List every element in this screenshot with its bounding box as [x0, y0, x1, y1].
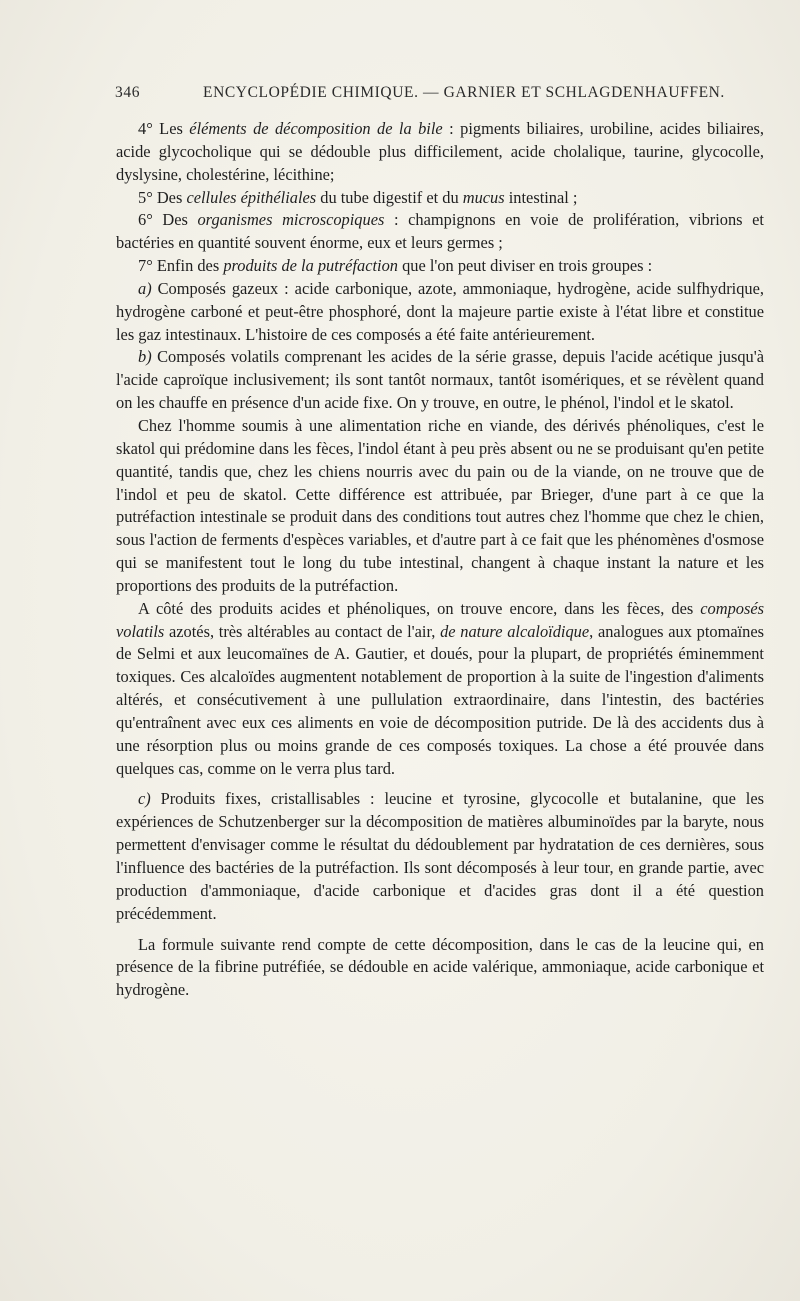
italic-term: cellules épithéliales — [186, 187, 317, 207]
italic-term: organismes microscopiques — [197, 210, 385, 230]
italic-term: produits de la putréfaction — [223, 256, 398, 276]
running-title: ENCYCLOPÉDIE CHIMIQUE. — GARNIER ET SCHLAGDENHAUFFEN. — [203, 84, 725, 101]
paragraph-putrefaction-products: 7° Enfin des produits de la putréfaction que l'on peut diviser en trois groupes : — [138, 256, 653, 276]
page-number: 346 — [115, 84, 141, 101]
paragraph-fixed-products: c) Produits fixes, cristallisables : leucine et tyrosine, glycocolle et butalanine, que les expériences de Schutzenberger sur la décomposition de matières albuminoïdes par la baryte, nous permettent d'envisager comme le résultat du dédoublement par hydratation de ces dernières, sous l'influence des bactéries de la putréfaction. Ils sont décomposés à leur tour, en grande partie, avec production d'ammoniaque, d'acide carbonique et d'acides gras dont il a été question précédemment. — [116, 789, 764, 923]
paragraph-epithelial-cells: 5° Des cellules épithéliales du tube digestif et du mucus intestinal ; — [138, 187, 578, 207]
paragraph-leucine-formula: La formule suivante rend compte de cette décomposition, dans le cas de la leucine qui, en présence de la fibrine putréfiée, se dédouble en acide valérique, ammoniaque, acide carbonique et hydrogène. — [116, 934, 764, 1000]
italic-term: éléments de décomposition de la bile — [189, 119, 443, 138]
paragraph-volatile-compounds: b) Composés volatils comprenant les acides de la série grasse, depuis l'acide acétique jusqu'à l'acide caproïque inclusivement; ils sont tantôt normaux, tantôt isomériques, et se révèlent quand on les chauffe en présence d'un acide fixe. On y trouve, en outre, le phénol, l'indol et le skatol. — [116, 347, 764, 413]
page-header — [115, 84, 775, 108]
italic-term: mucus — [462, 187, 505, 207]
list-marker: a) — [138, 278, 158, 298]
italic-term: composés volatils — [116, 598, 764, 641]
paragraph-alkaloids: A côté des produits acides et phénoliques, on trouve encore, dans les fèces, des composés volatils azotés, très altérables au contact de l'air, de nature alcaloïdique, analogues aux ptomaïnes de Selmi et aux leucomaïnes de A. Gautier, et doués, pour la plupart, de propriétés éminemment toxiques. Ces alcaloïdes augmentent notablement de proportion à la suite de l'ingestion d'aliments altérés, et consécutivement à une pullulation extraordinaire, dans l'intestin, des bactéries qu'entraînent avec eux ces aliments en voie de décomposition putride. De là des accidents dus à une résorption plus ou moins grande de ces composés toxiques. La chose a été prouvée dans quelques cas, comme on le verra plus tard. — [116, 598, 764, 778]
paragraph-gaseous-compounds: a) Composés gazeux : acide carbonique, azote, ammoniaque, hydrogène, acide sulfhydrique, hydrogène carboné et peut-être phosphoré, dont la majeure partie existe à l'état libre et constitue les gaz intestinaux. L'histoire de ces composés a été faite antérieurement. — [116, 278, 764, 344]
paragraph-microorganisms: 6° Des organismes microscopiques : champignons en voie de prolifération, vibrions et bactéries en quantité souvent énorme, eux et leurs germes ; — [116, 210, 764, 253]
body-text — [116, 118, 764, 1002]
paragraph-skatol-indol: Chez l'homme soumis à une alimentation riche en viande, des dérivés phénoliques, c'est le skatol qui prédomine dans les fèces, l'indol étant à peu près absent ou ne se produisant qu'en petite quantité, tandis que, chez les chiens nourris avec du pain ou de la viande, on ne trouve que de l'indol et peu de skatol. Cette différence est attribuée, par Brieger, d'une part à ce que la putréfaction intestinale se produit dans des conditions tout autres chez l'homme que chez le chien, sous l'action de ferments d'espèces variables, et d'autre part à ce fait que les phénomènes d'osmose qui se manifestent tout le long du tube intestinal, changent à chaque instant la nature et les proportions des produits de la putréfaction. — [116, 415, 764, 595]
paragraph-bile-elements: 4° Les éléments de décomposition de la bile : pigments biliaires, urobiline, acides biliaires, acide glycocholique qui se dédouble plus difficilement, acide cholalique, taurine, glycocolle, dyslysine, cholestérine, lécithine; — [116, 119, 764, 184]
list-marker: c) — [138, 789, 161, 809]
italic-term: de nature alcaloïdique — [440, 621, 590, 641]
list-marker: b) — [138, 347, 158, 367]
